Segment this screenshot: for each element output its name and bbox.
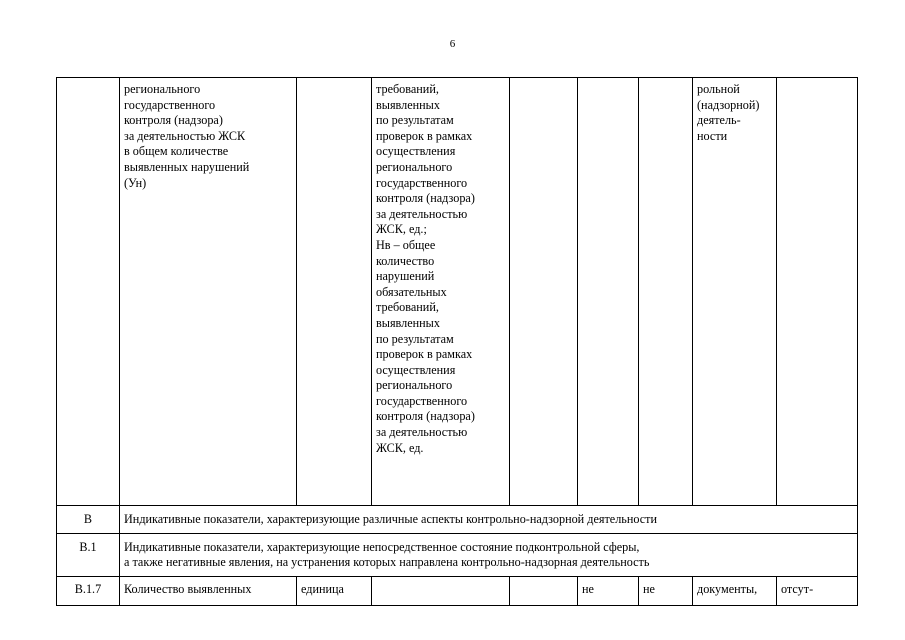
cell-col9 xyxy=(777,78,858,506)
cell-col8: рольной (надзорной) деятель- ности xyxy=(693,78,777,506)
section-code: В xyxy=(57,506,120,534)
cell-col5 xyxy=(510,78,578,506)
cell-formula: требований, выявленных по результатам проверок в рамках осуществления регионального государственного контроля (надзора) за деятельностью ЖСК, ед.; Нв – общее количество нарушений обязательных требований, выявленных по результатам проверок в рамках осуществления регионального государственного контроля (надзора) за деятельностью ЖСК, ед. xyxy=(372,78,510,506)
table-row-section xyxy=(57,506,858,534)
subsection-title: Индикативные показатели, характеризующие непосредственное состояние подконтрольной сферы, а также негативные явления, на устранения которых направлена контрольно-надзорная деятельность xyxy=(120,533,858,576)
cell-col5 xyxy=(510,576,578,605)
cell-col6: не xyxy=(578,576,639,605)
cell-code: В.1.7 xyxy=(57,576,120,605)
table-row xyxy=(57,78,858,506)
cell-col9: отсут- xyxy=(777,576,858,605)
subsection-code: В.1 xyxy=(57,533,120,576)
table-row xyxy=(57,576,858,605)
cell-col6 xyxy=(578,78,639,506)
table-row-subsection xyxy=(57,533,858,576)
cell-col8: документы, xyxy=(693,576,777,605)
cell-unit: единица xyxy=(297,576,372,605)
cell-col7: не xyxy=(639,576,693,605)
cell-indicator-name: регионального государственного контроля (надзора) за деятельностью ЖСК в общем количестве выявленных нарушений (Ун) xyxy=(120,78,297,506)
cell-formula xyxy=(372,576,510,605)
page-number: 6 xyxy=(449,38,456,50)
cell-indicator-name: Количество выявленных xyxy=(120,576,297,605)
cell-col7 xyxy=(639,78,693,506)
section-title: Индикативные показатели, характеризующие различные аспекты контрольно-надзорной деятельности xyxy=(120,506,858,534)
cell-code xyxy=(57,78,120,506)
cell-unit xyxy=(297,78,372,506)
indicator-table xyxy=(56,77,858,606)
